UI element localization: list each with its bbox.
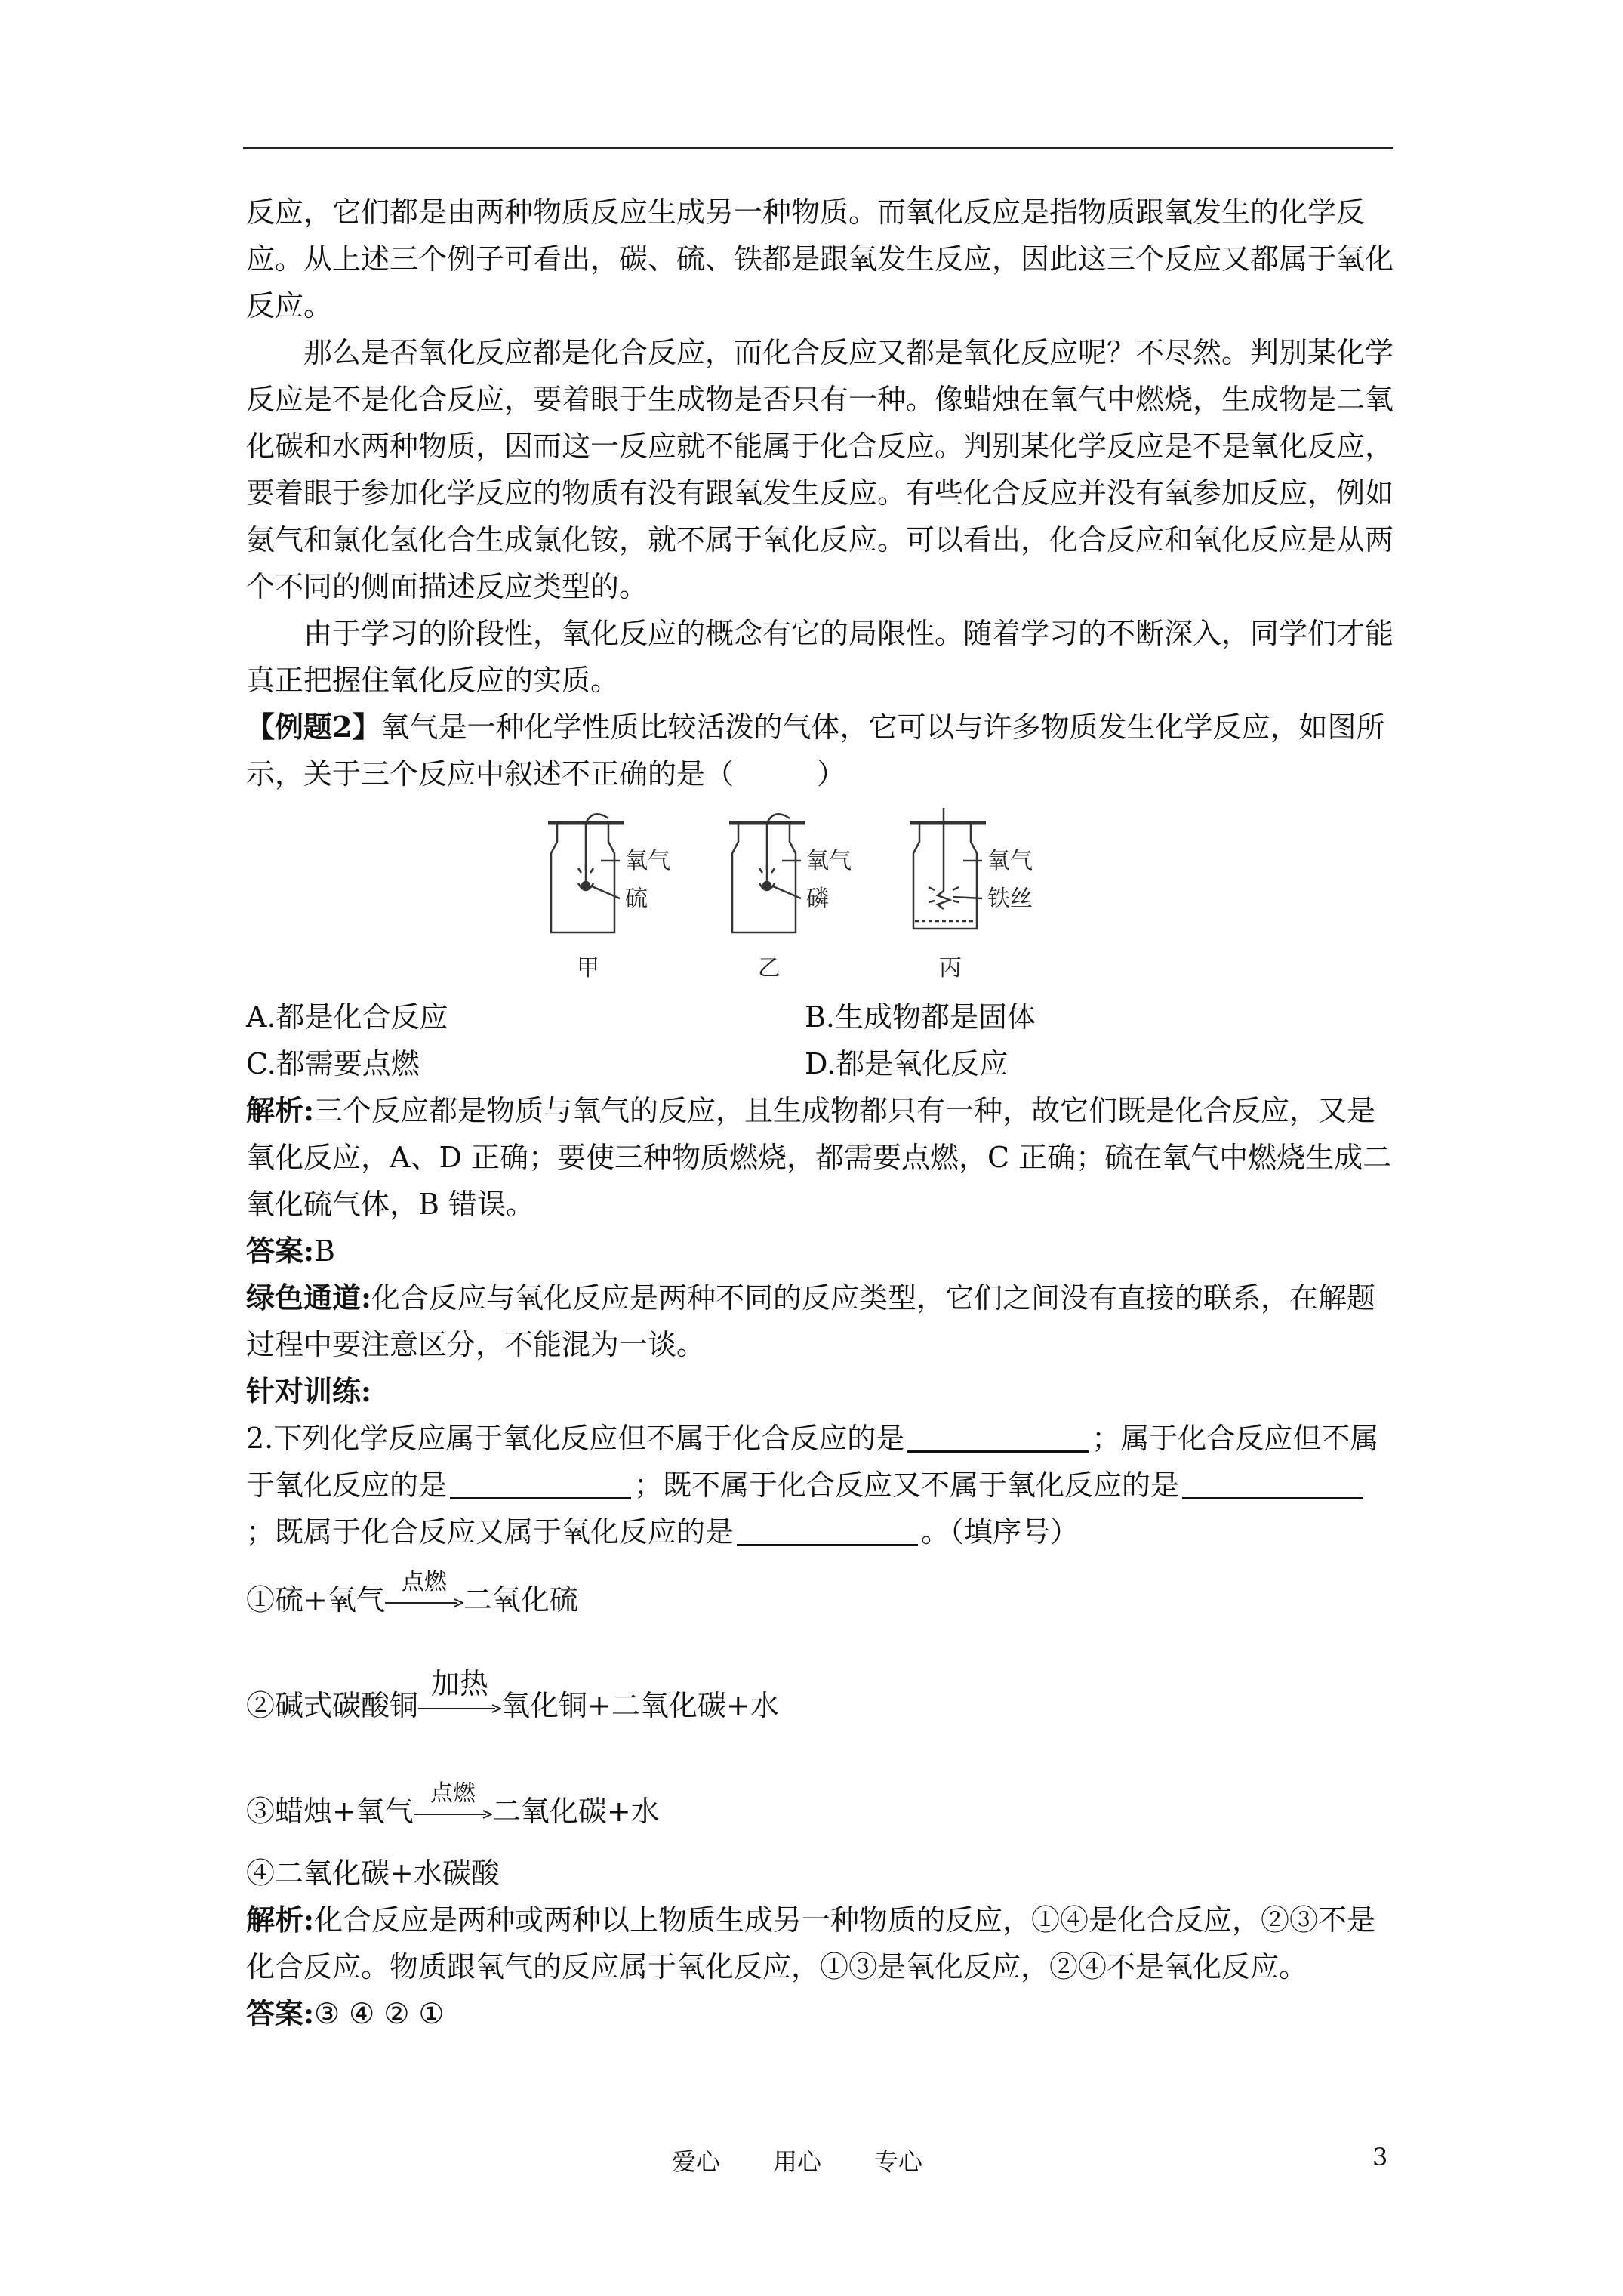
analysis-1-label: 解析: — [246, 1093, 315, 1127]
question-2-part4: ；既属于化合反应又属于氧化反应的是 — [246, 1515, 735, 1549]
footer-word-2: 用心 — [773, 2147, 822, 2176]
equation-4: ④二氧化碳+水碳酸 — [246, 1857, 500, 1890]
blank-4[interactable] — [737, 1511, 918, 1546]
blank-2[interactable] — [450, 1464, 631, 1499]
example-2 — [246, 704, 1394, 797]
training-label: 针对训练: — [246, 1374, 372, 1408]
label-iron-wire: 铁丝 — [987, 886, 1033, 912]
caption-yi: 乙 — [758, 955, 781, 982]
training — [246, 1368, 1394, 1415]
paragraph-1: 反应，它们都是由两种物质反应生成另一种物质。而氧化反应是指物质跟氧发生的化学反应。从上述三个例子可看出，碳、硫、铁都是跟氧发生反应，因此这三个反应又都属于氧化反应。 — [246, 196, 1394, 322]
answer-2 — [246, 1990, 1394, 2037]
equation-3-left: ③蜡烛+氧气 — [246, 1795, 414, 1828]
analysis-1 — [246, 1087, 1394, 1228]
equation-1 — [246, 1568, 1394, 1623]
answer-2-label: 答案: — [246, 1996, 315, 2030]
bottle-iron-wire — [910, 808, 986, 929]
paragraph-3: 由于学习的阶段性，氧化反应的概念有它的局限性。随着学习的不断深入，同学们才能真正把握住氧化反应的实质。 — [246, 617, 1394, 697]
blank-3[interactable] — [1182, 1464, 1363, 1499]
answer-2-text: ③ ④ ② ① — [314, 1997, 445, 2030]
equation-3-arrow — [414, 1780, 492, 1820]
equation-2-right: 氧化铜+二氧化碳+水 — [501, 1689, 779, 1722]
question-2-part5: 。（填序号） — [921, 1515, 1079, 1549]
example-text: 氧气是一种化学性质比较活泼的气体，它可以与许多物质发生化学反应，如图所示，关于三个反应中叙述不正确的是（ — [246, 710, 1385, 791]
equation-3-condition: 点燃 — [430, 1780, 476, 1807]
equation-3 — [246, 1780, 1394, 1835]
paragraph-2: 那么是否氧化反应都是化合反应，而化合反应又都是氧化反应呢？不尽然。判别某化学反应是不是化合反应，要着眼于生成物是否只有一种。像蜡烛在氧气中燃烧，生成物是二氧化碳和水两种物质，因而这一反应就不能属于化合反应。判别某化学反应是不是氧化反应，要着眼于参加化学反应的物质有没有跟氧发生反应。有些化合反应并没有氧参加反应，例如氨气和氯化氢化合生成氯化铵，就不属于氧化反应。可以看出，化合反应和氧化反应是从两个不同的侧面描述反应类型的。 — [246, 336, 1394, 603]
option-c: C.都需要点燃 — [246, 1047, 420, 1080]
header-rule — [243, 147, 1393, 149]
equation-3-right: 二氧化碳+水 — [491, 1795, 660, 1828]
caption-bing: 丙 — [939, 955, 962, 982]
example-label: 【例题2】 — [246, 710, 381, 744]
answer-1-label: 答案: — [246, 1234, 315, 1268]
equation-2-arrow — [418, 1666, 501, 1714]
page-content — [246, 189, 1394, 2037]
equation-1-right: 二氧化硫 — [463, 1583, 578, 1616]
page-number: 3 — [1372, 2143, 1388, 2171]
answer-options — [246, 994, 1394, 1087]
footer-motto — [672, 2143, 975, 2177]
analysis-2 — [246, 1897, 1394, 1990]
equation-2-condition: 加热 — [431, 1666, 489, 1700]
equation-1-condition: 点燃 — [401, 1568, 447, 1595]
blank-1[interactable] — [907, 1417, 1089, 1453]
equation-2-left: ②碱式碳酸铜 — [246, 1689, 419, 1722]
green-channel — [246, 1274, 1394, 1368]
analysis-2-text: 化合反应是两种或两种以上物质生成另一种物质的反应，①④是化合反应，②③不是化合反应。物质跟氧气的反应属于氧化反应，①③是氧化反应，②④不是氧化反应。 — [246, 1903, 1376, 1983]
label-oxygen-1: 氧气 — [625, 848, 670, 874]
label-oxygen-3: 氧气 — [987, 848, 1033, 874]
question-2-part2: ；属于化合反应但不属于氧化反应的是 — [246, 1422, 1379, 1502]
caption-jia: 甲 — [577, 955, 599, 982]
green-channel-label: 绿色通道: — [246, 1281, 372, 1314]
label-phosphorus: 磷 — [806, 886, 829, 912]
analysis-2-label: 解析: — [246, 1903, 315, 1937]
footer-word-1: 爱心 — [672, 2147, 721, 2176]
label-sulfur: 硫 — [625, 886, 648, 912]
question-2 — [246, 1415, 1394, 1555]
question-2-part1: 2.下列化学反应属于氧化反应但不属于化合反应的是 — [246, 1422, 905, 1455]
example-close: ） — [817, 757, 846, 791]
green-channel-text: 化合反应与氧化反应是两种不同的反应类型，它们之间没有直接的联系，在解题过程中要注意区分，不能混为一谈。 — [246, 1281, 1376, 1361]
bottle-sulfur — [548, 814, 624, 932]
analysis-1-text: 三个反应都是物质与氧气的反应，且生成物都只有一种，故它们既是化合反应，又是氧化反应，A、D 正确；要使三种物质燃烧，都需要点燃，C 正确；硫在氧气中燃烧生成二氧化硫气体，B 错误。 — [246, 1094, 1392, 1221]
equation-1-arrow — [385, 1568, 463, 1608]
oxygen-bottles-figure — [246, 808, 1394, 989]
bottles-diagram — [548, 808, 1318, 989]
label-oxygen-2: 氧气 — [806, 848, 852, 874]
bottle-phosphorus — [729, 814, 805, 932]
option-d: D.都是氧化反应 — [805, 1047, 1009, 1080]
option-a: A.都是化合反应 — [246, 1000, 448, 1034]
answer-1-text: B — [314, 1234, 335, 1268]
equation-1-left: ①硫+氧气 — [246, 1583, 385, 1616]
option-b: B.生成物都是固体 — [805, 1000, 1036, 1034]
footer-word-3: 专心 — [874, 2147, 923, 2176]
equation-2 — [246, 1666, 1394, 1729]
answer-1 — [246, 1228, 1394, 1274]
question-2-part3: ；既不属于化合反应又不属于氧化反应的是 — [634, 1469, 1180, 1502]
